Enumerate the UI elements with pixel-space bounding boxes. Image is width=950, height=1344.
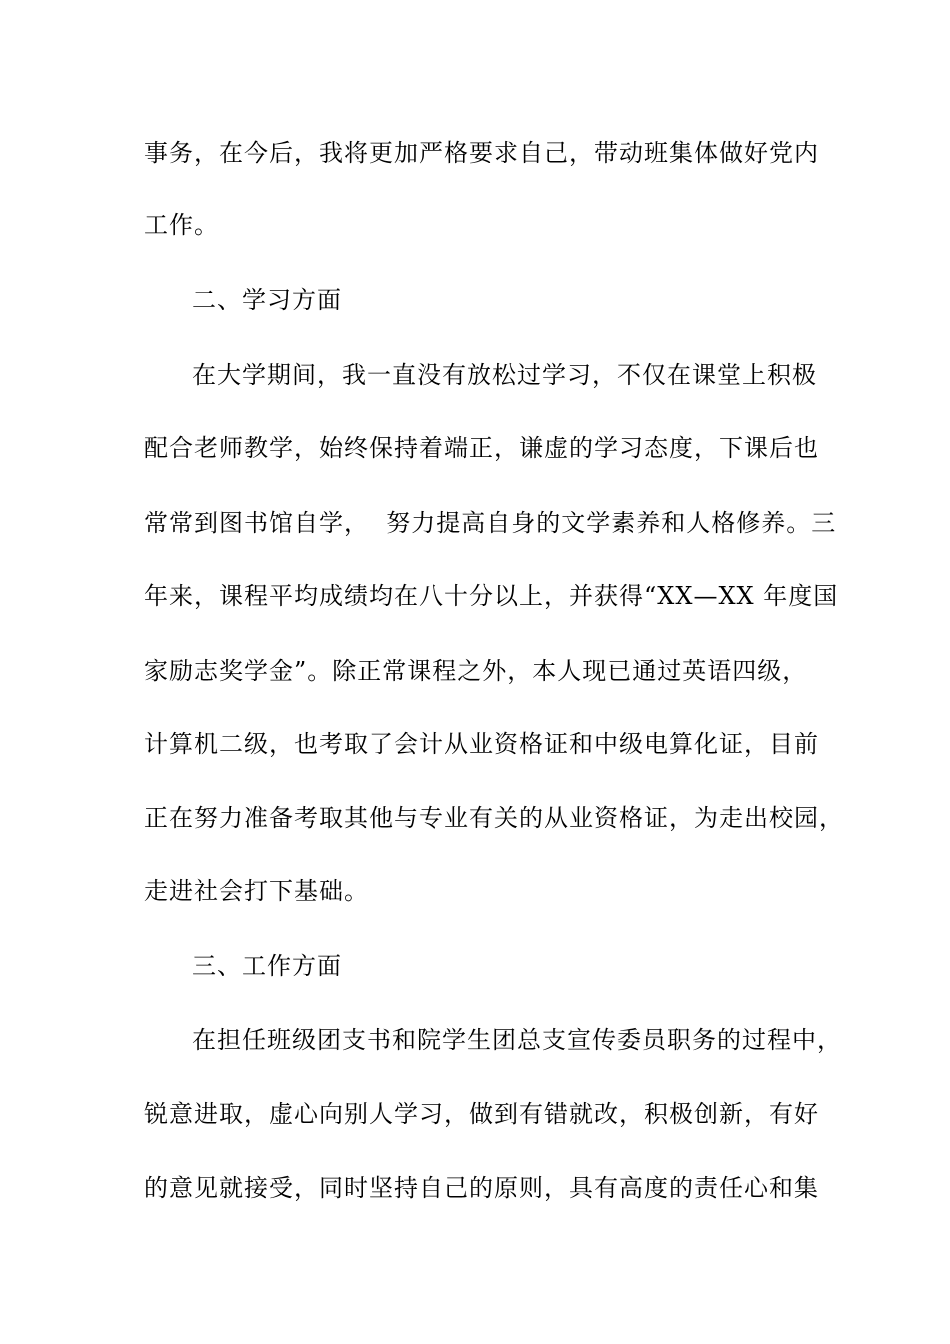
text-line: 家励志奖学金”。除正常课程之外，本人现已通过英语四级， xyxy=(144,657,808,685)
text-line: 配合老师教学，始终保持着端正，谦虚的学习态度，下课后也 xyxy=(144,434,819,462)
text-line: 在担任班级团支书和院学生团总支宣传委员职务的过程中， xyxy=(192,1026,842,1054)
section-heading: 三、工作方面 xyxy=(192,952,342,980)
text-line: 走进社会打下基础。 xyxy=(144,877,369,905)
text-line: 事务，在今后，我将更加严格要求自己，带动班集体做好党内 xyxy=(144,139,819,167)
text-line: 在大学期间，我一直没有放松过学习，不仅在课堂上积极 xyxy=(192,361,817,389)
section-heading: 二、学习方面 xyxy=(192,286,342,314)
text-line: 年来，课程平均成绩均在八十分以上，并获得“XX—XX 年度国 xyxy=(144,582,839,610)
text-line: 正在努力准备考取其他与专业有关的从业资格证，为走出校园， xyxy=(144,804,844,832)
text-line: 计算机二级，也考取了会计从业资格证和中级电算化证，目前 xyxy=(144,730,819,758)
text-line: 工作。 xyxy=(144,211,219,239)
text-line: 的意见就接受，同时坚持自己的原则，具有高度的责任心和集 xyxy=(144,1174,819,1202)
text-line: 锐意进取，虚心向别人学习，做到有错就改，积极创新，有好 xyxy=(144,1100,819,1128)
text-line: 常常到图书馆自学， 努力提高自身的文学素养和人格修养。三 xyxy=(144,509,837,537)
